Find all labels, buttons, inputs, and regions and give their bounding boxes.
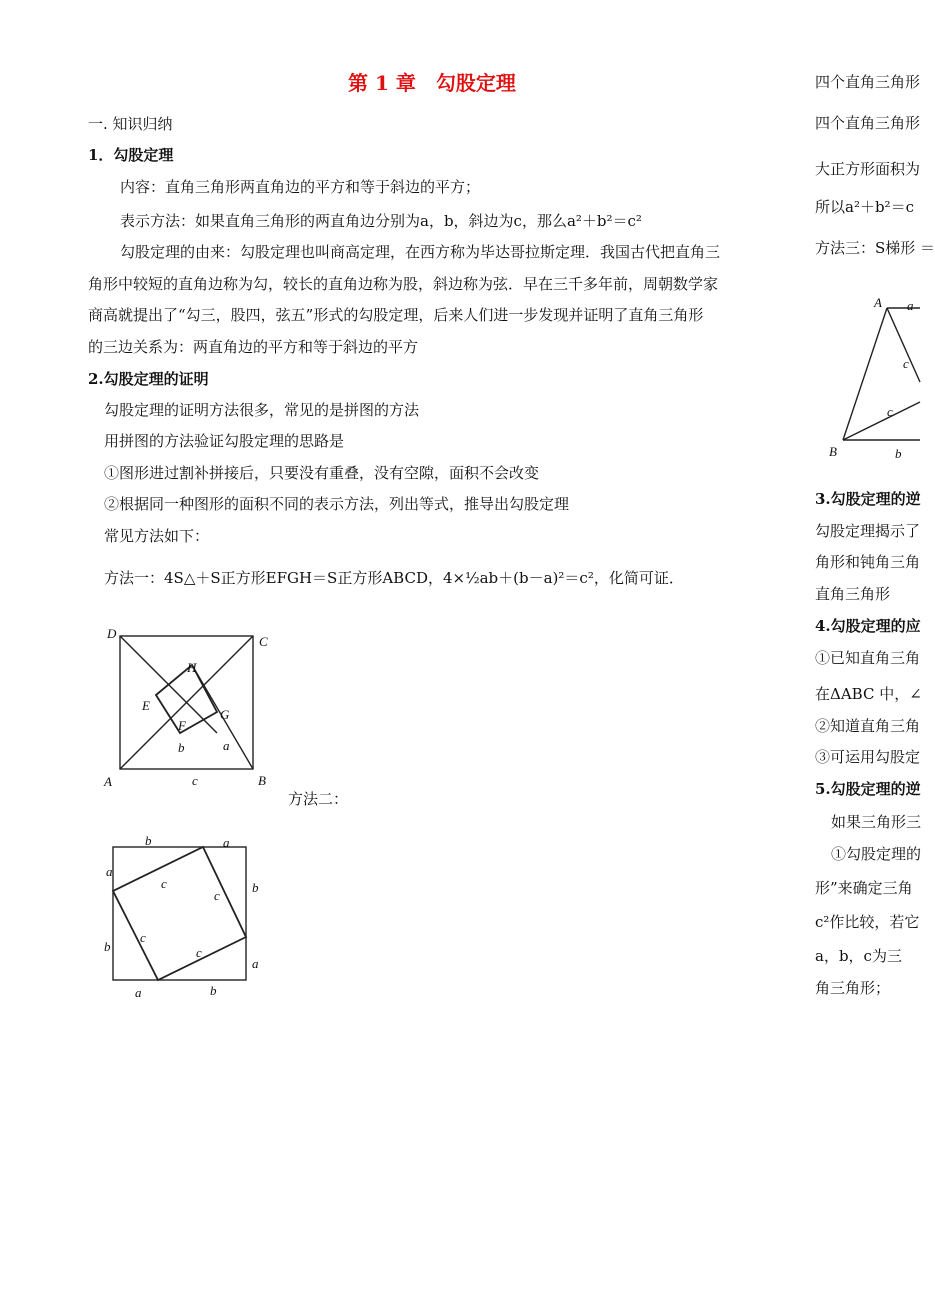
origin-line-3: 商高就提出了“勾三，股四，弦五”形式的勾股定理，后来人们进一步发现并证明了直角三角形 [88, 306, 704, 324]
fig3-label-c-bottom: c [887, 404, 893, 419]
fig2-top-b: b [145, 833, 152, 848]
right-line-9: ①已知直角三角 [815, 649, 921, 667]
label-D: D [107, 626, 117, 641]
fig2-bottom-b: b [210, 983, 217, 998]
fig3-label-b: b [895, 446, 902, 461]
right-line-10: 在ΔABC 中，∠ [815, 685, 922, 703]
fig2-right-a: a [252, 956, 259, 971]
right-line-3: 大正方形面积为 [815, 160, 921, 178]
label-G: G [220, 707, 230, 722]
label-A: A [104, 774, 112, 789]
right-line-16: c²作比较，若它 [815, 913, 920, 931]
right-line-1: 四个直角三角形 [815, 73, 921, 91]
heading-proof: 2.勾股定理的证明 [88, 370, 209, 388]
label-E: E [142, 698, 150, 713]
figure-method-two [100, 834, 270, 1004]
label-B: B [258, 773, 266, 788]
proof-line-1: 勾股定理的证明方法很多，常见的是拼图的方法 [104, 401, 420, 419]
right-method-three: 方法三：S梯形 ＝ [815, 239, 935, 257]
content-line: 内容：直角三角形两直角边的平方和等于斜边的平方； [120, 178, 481, 196]
fig2-c-bottom: c [196, 945, 202, 960]
right-line-15: 形”来确定三角 [815, 879, 913, 897]
label-H: H [187, 660, 197, 675]
right-line-2: 四个直角三角形 [815, 114, 921, 132]
label-C: C [259, 634, 268, 649]
right-line-13: 如果三角形三 [831, 813, 922, 831]
method-one-formula: 方法一：4S△＋S正方形EFGH＝S正方形ABCD，4×½ab＋(b－a)²＝c²，化简可证． [104, 569, 684, 587]
right-line-8: 直角三角形 [815, 585, 891, 603]
label-F: F [178, 718, 186, 733]
right-line-17: a，b，c为三 [815, 947, 902, 965]
figure-method-one [100, 622, 280, 792]
origin-line-1: 勾股定理的由来：勾股定理也叫商高定理，在西方称为毕达哥拉斯定理．我国古代把直角三 [120, 243, 721, 261]
right-line-11: ②知道直角三角 [815, 717, 921, 735]
figure-method-three [825, 290, 920, 465]
proof-line-4: ②根据同一种图形的面积不同的表示方法，列出等式，推导出勾股定理 [104, 495, 570, 513]
fig2-left-a: a [106, 864, 113, 879]
proof-line-5: 常见方法如下： [104, 527, 210, 545]
proof-line-2: 用拼图的方法验证勾股定理的思路是 [104, 432, 345, 450]
heading-pythagorean-theorem: 1．勾股定理 [88, 146, 174, 164]
label-c: c [192, 773, 198, 788]
fig2-top-a: a [223, 835, 230, 850]
fig2-c-left: c [140, 930, 146, 945]
fig3-label-a: a [907, 298, 914, 313]
method-two-label: 方法二： [288, 790, 349, 808]
fig3-label-A: A [874, 295, 882, 310]
fig2-left-b: b [104, 939, 111, 954]
fig2-c-right: c [214, 888, 220, 903]
heading-converse-2: 5.勾股定理的逆 [815, 780, 921, 798]
fig2-bottom-a: a [135, 985, 142, 1000]
right-line-18: 角三角形； [815, 979, 891, 997]
proof-line-3: ①图形进过割补拼接后，只要没有重叠，没有空隙，面积不会改变 [104, 464, 540, 482]
heading-application: 4.勾股定理的应 [815, 617, 921, 635]
right-line-7: 角形和钝角三角 [815, 553, 921, 571]
right-line-12: ③可运用勾股定 [815, 748, 921, 766]
label-a: a [223, 738, 230, 753]
fig3-label-B: B [829, 444, 837, 459]
right-line-4: 所以a²＋b²＝c [815, 198, 914, 216]
representation-line: 表示方法：如果直角三角形的两直角边分别为a，b，斜边为c，那么a²＋b²＝c² [120, 212, 642, 230]
right-line-6: 勾股定理揭示了 [815, 522, 921, 540]
page-title: 第 1 章 勾股定理 [348, 71, 516, 95]
origin-line-4: 的三边关系为：两直角边的平方和等于斜边的平方 [88, 338, 419, 356]
fig3-label-c-top: c [903, 356, 909, 371]
origin-line-2: 角形中较短的直角边称为勾，较长的直角边称为股，斜边称为弦．早在三千多年前，周朝数学家 [88, 275, 719, 293]
right-line-14: ①勾股定理的 [831, 845, 922, 863]
heading-converse: 3.勾股定理的逆 [815, 490, 921, 508]
fig2-c-top: c [161, 876, 167, 891]
fig2-right-b: b [252, 880, 259, 895]
section-knowledge: 一. 知识归纳 [88, 115, 173, 133]
label-b: b [178, 740, 185, 755]
